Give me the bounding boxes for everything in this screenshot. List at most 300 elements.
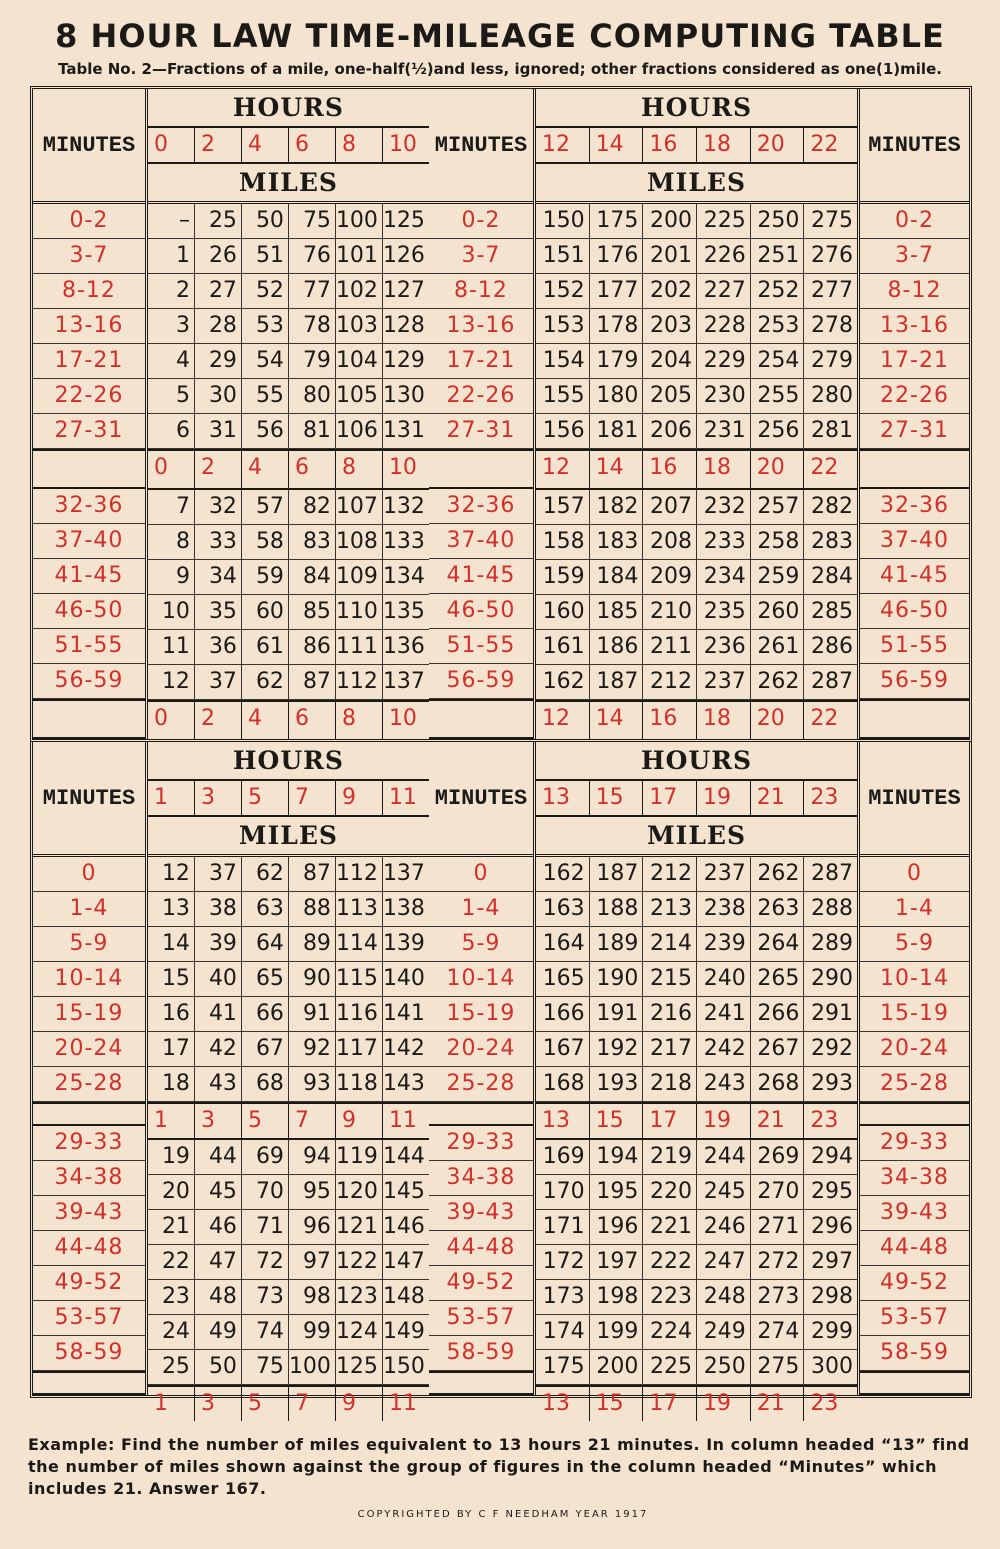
mileage-cell: 151 xyxy=(536,239,590,273)
mileage-cell: 106 xyxy=(336,414,383,448)
mileage-cell: 211 xyxy=(643,630,697,664)
mileage-cell: 91 xyxy=(289,997,336,1031)
mileage-cell: 143 xyxy=(382,1071,425,1096)
mileage-cell: 255 xyxy=(751,379,805,413)
mileage-cell: 237 xyxy=(697,665,751,699)
minutes-range: 56-59 xyxy=(860,664,969,699)
minutes-spacer xyxy=(860,1102,969,1126)
hours-row xyxy=(536,781,857,815)
right-hours-block xyxy=(536,89,857,739)
mileage-cell: 15 xyxy=(148,962,195,996)
mileage-cell: 51 xyxy=(242,239,289,273)
mileage-cell: 277 xyxy=(811,278,854,303)
mileage-cell: 93 xyxy=(289,1067,336,1101)
footer xyxy=(28,1434,978,1526)
mileage-cell: 207 xyxy=(643,490,697,524)
table-row xyxy=(536,595,857,630)
table-row xyxy=(536,997,857,1032)
minutes-label: MINUTES xyxy=(42,132,136,158)
mileage-cell: 30 xyxy=(195,379,242,413)
hours-row xyxy=(148,781,429,815)
mileage-cell: 59 xyxy=(242,560,289,594)
minutes-spacer xyxy=(33,449,145,489)
miles-label: MILES xyxy=(536,162,857,201)
mileage-cell: 36 xyxy=(195,630,242,664)
minutes-range: 27-31 xyxy=(429,414,533,449)
minutes-range: 51-55 xyxy=(429,629,533,664)
hour-cell: 0 xyxy=(148,451,195,488)
mileage-cell: 242 xyxy=(697,1032,751,1066)
mileage-cell: 155 xyxy=(536,379,590,413)
table-row xyxy=(536,1210,857,1245)
mileage-cell: – xyxy=(148,204,195,238)
minutes-range: 37-40 xyxy=(33,524,145,559)
mileage-cell: 102 xyxy=(336,274,383,308)
minutes-column xyxy=(429,742,536,1395)
minutes-range: 29-33 xyxy=(860,1126,969,1161)
mileage-cell: 60 xyxy=(242,595,289,629)
left-hours-block xyxy=(148,89,429,739)
minutes-range: 27-31 xyxy=(860,414,969,449)
minutes-range: 34-38 xyxy=(33,1161,145,1196)
table-row xyxy=(536,1350,857,1385)
minutes-range: 32-36 xyxy=(33,489,145,524)
upper-table xyxy=(30,86,972,742)
mileage-cell: 101 xyxy=(336,239,383,273)
mileage-cell: 84 xyxy=(289,560,336,594)
mileage-cell: 250 xyxy=(697,1350,751,1384)
mileage-cell: 189 xyxy=(590,927,644,961)
mileage-cell: 163 xyxy=(536,892,590,926)
mileage-cell: 75 xyxy=(289,204,336,238)
mileage-cell: 127 xyxy=(382,278,425,303)
mileage-cell: 99 xyxy=(289,1315,336,1349)
mileage-cell: 113 xyxy=(336,892,383,926)
minutes-range: 0 xyxy=(860,857,969,892)
mileage-cell: 164 xyxy=(536,927,590,961)
mileage-cell: 235 xyxy=(697,595,751,629)
mileage-cell: 50 xyxy=(242,204,289,238)
table-row xyxy=(536,962,857,997)
minutes-range: 22-26 xyxy=(860,379,969,414)
hour-cell: 4 xyxy=(242,702,289,739)
table-row xyxy=(148,525,429,560)
hour-cell: 6 xyxy=(289,451,336,488)
mileage-cell: 296 xyxy=(811,1214,854,1239)
mileage-cell: 234 xyxy=(697,560,751,594)
hour-cell: 17 xyxy=(643,1387,697,1421)
tables xyxy=(30,86,972,1416)
mileage-cell: 104 xyxy=(336,344,383,378)
mileage-cell: 67 xyxy=(242,1032,289,1066)
mileage-cell: 184 xyxy=(590,560,644,594)
table-row xyxy=(536,665,857,700)
mileage-cell: 72 xyxy=(242,1245,289,1279)
mileage-cell: 145 xyxy=(382,1179,425,1204)
hour-cell: 3 xyxy=(195,781,242,815)
minutes-spacer xyxy=(429,699,533,739)
mileage-cell: 45 xyxy=(195,1175,242,1209)
minutes-range: 15-19 xyxy=(429,997,533,1032)
minutes-range: 8-12 xyxy=(33,274,145,309)
minutes-header xyxy=(33,742,145,857)
mileage-cell: 203 xyxy=(643,309,697,343)
mileage-cell: 150 xyxy=(536,204,590,238)
mileage-cell: 17 xyxy=(148,1032,195,1066)
mileage-cell: 274 xyxy=(751,1315,805,1349)
mileage-cell: 70 xyxy=(242,1175,289,1209)
mileage-cell: 115 xyxy=(336,962,383,996)
mileage-cell: 226 xyxy=(697,239,751,273)
mileage-cell: 241 xyxy=(697,997,751,1031)
hour-cell: 6 xyxy=(289,128,336,162)
minutes-range: 17-21 xyxy=(33,344,145,379)
minutes-spacer xyxy=(429,449,533,489)
mileage-cell: 216 xyxy=(643,997,697,1031)
mileage-cell: 297 xyxy=(811,1249,854,1274)
minutes-range: 53-57 xyxy=(33,1301,145,1336)
mileage-cell: 186 xyxy=(590,630,644,664)
mileage-cell: 53 xyxy=(242,309,289,343)
table-row xyxy=(536,525,857,560)
mileage-cell: 168 xyxy=(536,1067,590,1101)
mileage-cell: 266 xyxy=(751,997,805,1031)
mileage-cell: 31 xyxy=(195,414,242,448)
mileage-cell: 227 xyxy=(697,274,751,308)
mileage-cell: 49 xyxy=(195,1315,242,1349)
hour-cell: 2 xyxy=(195,451,242,488)
mileage-cell: 95 xyxy=(289,1175,336,1209)
mileage-cell: 228 xyxy=(697,309,751,343)
hour-cell: 6 xyxy=(289,702,336,739)
mileage-cell: 126 xyxy=(382,243,425,268)
minutes-range: 32-36 xyxy=(860,489,969,524)
hours-row xyxy=(536,128,857,162)
minutes-range: 51-55 xyxy=(860,629,969,664)
mileage-cell: 171 xyxy=(536,1210,590,1244)
mileage-cell: 103 xyxy=(336,309,383,343)
minutes-label: MINUTES xyxy=(868,785,961,811)
minutes-range: 39-43 xyxy=(860,1196,969,1231)
mileage-cell: 289 xyxy=(811,931,854,956)
mileage-cell: 247 xyxy=(697,1245,751,1279)
hours-header xyxy=(536,742,857,857)
mileage-cell: 94 xyxy=(289,1140,336,1174)
mileage-cell: 279 xyxy=(811,348,854,373)
table-row xyxy=(148,892,429,927)
minutes-header xyxy=(429,89,533,204)
table-row xyxy=(536,1175,857,1210)
hour-cell: 15 xyxy=(590,1104,644,1138)
example-text: Example: Find the number of miles equivalent to 13 hours 21 minutes. In column headed “13” find the number of miles shown against the group of figures in the column headed “Minutes” which includes 21. Answer 167. xyxy=(28,1435,970,1498)
mileage-cell: 181 xyxy=(590,414,644,448)
mileage-cell: 264 xyxy=(751,927,805,961)
mileage-cell: 37 xyxy=(195,665,242,699)
minutes-header xyxy=(860,89,969,204)
table-row xyxy=(536,239,857,274)
mileage-cell: 282 xyxy=(811,494,854,519)
minutes-range: 37-40 xyxy=(860,524,969,559)
mileage-cell: 20 xyxy=(148,1175,195,1209)
table-row xyxy=(536,1032,857,1067)
hour-cell: 2 xyxy=(195,702,242,739)
mileage-cell: 187 xyxy=(590,665,644,699)
mileage-cell: 212 xyxy=(643,665,697,699)
mileage-cell: 150 xyxy=(382,1354,425,1379)
mileage-cell: 156 xyxy=(536,414,590,448)
lower-table xyxy=(30,742,972,1416)
mileage-cell: 16 xyxy=(148,997,195,1031)
mileage-cell: 148 xyxy=(382,1284,425,1309)
table-row xyxy=(148,379,429,414)
hour-cell: 12 xyxy=(536,451,590,488)
mileage-cell: 257 xyxy=(751,490,805,524)
hours-repeat-row xyxy=(148,449,429,490)
mileage-cell: 110 xyxy=(336,595,383,629)
right-hours-block xyxy=(536,742,857,1416)
mileage-cell: 288 xyxy=(811,896,854,921)
hour-cell: 22 xyxy=(810,132,839,157)
minutes-range: 5-9 xyxy=(33,927,145,962)
mileage-cell: 46 xyxy=(195,1210,242,1244)
hour-cell: 1 xyxy=(148,781,195,815)
hours-label: HOURS xyxy=(536,742,857,781)
mileage-cell: 32 xyxy=(195,490,242,524)
hour-cell: 16 xyxy=(643,702,697,739)
mileage-cell: 220 xyxy=(643,1175,697,1209)
mileage-cell: 130 xyxy=(382,383,425,408)
mileage-cell: 12 xyxy=(148,857,195,891)
hour-cell: 10 xyxy=(388,455,417,480)
minutes-range: 22-26 xyxy=(429,379,533,414)
hour-cell: 20 xyxy=(751,128,805,162)
mileage-cell: 1 xyxy=(148,239,195,273)
hours-repeat-row xyxy=(536,1385,857,1421)
mileage-cell: 2 xyxy=(148,274,195,308)
mileage-cell: 199 xyxy=(590,1315,644,1349)
minutes-range: 10-14 xyxy=(429,962,533,997)
mileage-cell: 224 xyxy=(643,1315,697,1349)
mileage-cell: 112 xyxy=(336,857,383,891)
mileage-cell: 100 xyxy=(336,204,383,238)
minutes-range: 13-16 xyxy=(33,309,145,344)
hour-cell: 8 xyxy=(336,128,383,162)
hour-cell: 9 xyxy=(336,1104,383,1138)
mileage-cell: 262 xyxy=(751,857,805,891)
mileage-cell: 188 xyxy=(590,892,644,926)
hour-cell: 19 xyxy=(697,1104,751,1138)
mileage-cell: 52 xyxy=(242,274,289,308)
minutes-range: 32-36 xyxy=(429,489,533,524)
minutes-range: 46-50 xyxy=(860,594,969,629)
minutes-label: MINUTES xyxy=(868,132,961,158)
mileage-cell: 217 xyxy=(643,1032,697,1066)
minutes-range: 17-21 xyxy=(429,344,533,379)
mileage-cell: 275 xyxy=(811,208,854,233)
mileage-cell: 278 xyxy=(811,313,854,338)
table-row xyxy=(536,204,857,239)
mileage-cell: 55 xyxy=(242,379,289,413)
mileage-cell: 62 xyxy=(242,665,289,699)
mileage-cell: 237 xyxy=(697,857,751,891)
mileage-cell: 65 xyxy=(242,962,289,996)
mileage-cell: 68 xyxy=(242,1067,289,1101)
hours-repeat-row xyxy=(148,700,429,739)
mileage-cell: 35 xyxy=(195,595,242,629)
minutes-range: 41-45 xyxy=(429,559,533,594)
mileage-cell: 194 xyxy=(590,1140,644,1174)
hour-cell: 13 xyxy=(536,1104,590,1138)
table-subtitle: Table No. 2—Fractions of a mile, one-half(½)and less, ignored; other fractions considered as one(1)mile. xyxy=(58,60,942,78)
hour-cell: 7 xyxy=(289,1387,336,1421)
table-row xyxy=(148,309,429,344)
hours-repeat-row xyxy=(148,1385,429,1421)
table-row xyxy=(536,379,857,414)
miles-label: MILES xyxy=(148,162,429,201)
minutes-range: 37-40 xyxy=(429,524,533,559)
minutes-range: 49-52 xyxy=(33,1266,145,1301)
mileage-cell: 34 xyxy=(195,560,242,594)
mileage-cell: 25 xyxy=(195,204,242,238)
mileage-cell: 114 xyxy=(336,927,383,961)
hour-cell: 13 xyxy=(536,1387,590,1421)
mileage-cell: 76 xyxy=(289,239,336,273)
mileage-cell: 221 xyxy=(643,1210,697,1244)
table-row xyxy=(148,274,429,309)
minutes-spacer xyxy=(860,449,969,489)
table-row xyxy=(148,1032,429,1067)
mileage-cell: 219 xyxy=(643,1140,697,1174)
mileage-cell: 141 xyxy=(382,1001,425,1026)
mileage-cell: 225 xyxy=(697,204,751,238)
hour-cell: 12 xyxy=(536,702,590,739)
mileage-cell: 229 xyxy=(697,344,751,378)
table-row xyxy=(148,1280,429,1315)
table-row xyxy=(148,1175,429,1210)
hours-label: HOURS xyxy=(148,742,429,781)
mileage-cell: 71 xyxy=(242,1210,289,1244)
hour-cell: 18 xyxy=(697,702,751,739)
hours-repeat-row xyxy=(536,1102,857,1140)
hour-cell: 5 xyxy=(242,1104,289,1138)
mileage-cell: 212 xyxy=(643,857,697,891)
mileage-cell: 290 xyxy=(811,966,854,991)
minutes-range: 17-21 xyxy=(860,344,969,379)
minutes-range: 56-59 xyxy=(33,664,145,699)
minutes-range: 5-9 xyxy=(429,927,533,962)
minutes-range: 25-28 xyxy=(429,1067,533,1102)
minutes-range: 15-19 xyxy=(33,997,145,1032)
mileage-cell: 54 xyxy=(242,344,289,378)
hour-cell: 0 xyxy=(148,702,195,739)
mileage-cell: 42 xyxy=(195,1032,242,1066)
table-row xyxy=(536,344,857,379)
mileage-cell: 172 xyxy=(536,1245,590,1279)
mileage-cell: 66 xyxy=(242,997,289,1031)
mileage-cell: 238 xyxy=(697,892,751,926)
mileage-cell: 261 xyxy=(751,630,805,664)
table-row xyxy=(536,490,857,525)
mileage-cell: 299 xyxy=(811,1319,854,1344)
mileage-cell: 192 xyxy=(590,1032,644,1066)
mileage-cell: 197 xyxy=(590,1245,644,1279)
mileage-cell: 41 xyxy=(195,997,242,1031)
minutes-header xyxy=(429,742,533,857)
hours-label: HOURS xyxy=(536,89,857,128)
mileage-cell: 276 xyxy=(811,243,854,268)
mileage-cell: 44 xyxy=(195,1140,242,1174)
mileage-cell: 233 xyxy=(697,525,751,559)
mileage-cell: 134 xyxy=(382,564,425,589)
minutes-spacer xyxy=(33,699,145,739)
mileage-cell: 287 xyxy=(811,861,854,886)
mileage-cell: 254 xyxy=(751,344,805,378)
minutes-label: MINUTES xyxy=(434,785,528,811)
hour-cell: 8 xyxy=(336,702,383,739)
mileage-cell: 154 xyxy=(536,344,590,378)
mileage-cell: 138 xyxy=(382,896,425,921)
mileage-cell: 89 xyxy=(289,927,336,961)
mileage-cell: 208 xyxy=(643,525,697,559)
mileage-cell: 249 xyxy=(697,1315,751,1349)
mileage-cell: 33 xyxy=(195,525,242,559)
hour-cell: 22 xyxy=(810,455,839,480)
minutes-range: 0-2 xyxy=(860,204,969,239)
mileage-cell: 14 xyxy=(148,927,195,961)
minutes-spacer xyxy=(860,699,969,739)
hour-cell: 12 xyxy=(536,128,590,162)
mileage-cell: 122 xyxy=(336,1245,383,1279)
mileage-cell: 132 xyxy=(382,494,425,519)
mileage-cell: 13 xyxy=(148,892,195,926)
hour-cell: 10 xyxy=(388,706,417,731)
mileage-cell: 215 xyxy=(643,962,697,996)
hour-cell: 11 xyxy=(388,1108,417,1133)
mileage-cell: 196 xyxy=(590,1210,644,1244)
mileage-cell: 11 xyxy=(148,630,195,664)
mileage-cell: 77 xyxy=(289,274,336,308)
minutes-range: 8-12 xyxy=(860,274,969,309)
mileage-cell: 116 xyxy=(336,997,383,1031)
mileage-cell: 270 xyxy=(751,1175,805,1209)
mileage-cell: 128 xyxy=(382,313,425,338)
minutes-range: 13-16 xyxy=(860,309,969,344)
mileage-cell: 86 xyxy=(289,630,336,664)
table-row xyxy=(536,927,857,962)
mileage-cell: 246 xyxy=(697,1210,751,1244)
mileage-cell: 12 xyxy=(148,665,195,699)
mileage-cell: 149 xyxy=(382,1319,425,1344)
mileage-cell: 81 xyxy=(289,414,336,448)
mileage-cell: 7 xyxy=(148,490,195,524)
mileage-cell: 272 xyxy=(751,1245,805,1279)
minutes-spacer xyxy=(33,1102,145,1126)
mileage-cell: 293 xyxy=(811,1071,854,1096)
mileage-cell: 135 xyxy=(382,599,425,624)
table-row xyxy=(536,1140,857,1175)
minutes-range: 15-19 xyxy=(860,997,969,1032)
minutes-range: 49-52 xyxy=(429,1266,533,1301)
hours-repeat-row xyxy=(536,449,857,490)
mileage-cell: 176 xyxy=(590,239,644,273)
mileage-cell: 178 xyxy=(590,309,644,343)
mileage-cell: 182 xyxy=(590,490,644,524)
mileage-cell: 287 xyxy=(811,669,854,694)
table-row xyxy=(148,997,429,1032)
mileage-cell: 8 xyxy=(148,525,195,559)
minutes-range: 1-4 xyxy=(33,892,145,927)
mileage-cell: 21 xyxy=(148,1210,195,1244)
